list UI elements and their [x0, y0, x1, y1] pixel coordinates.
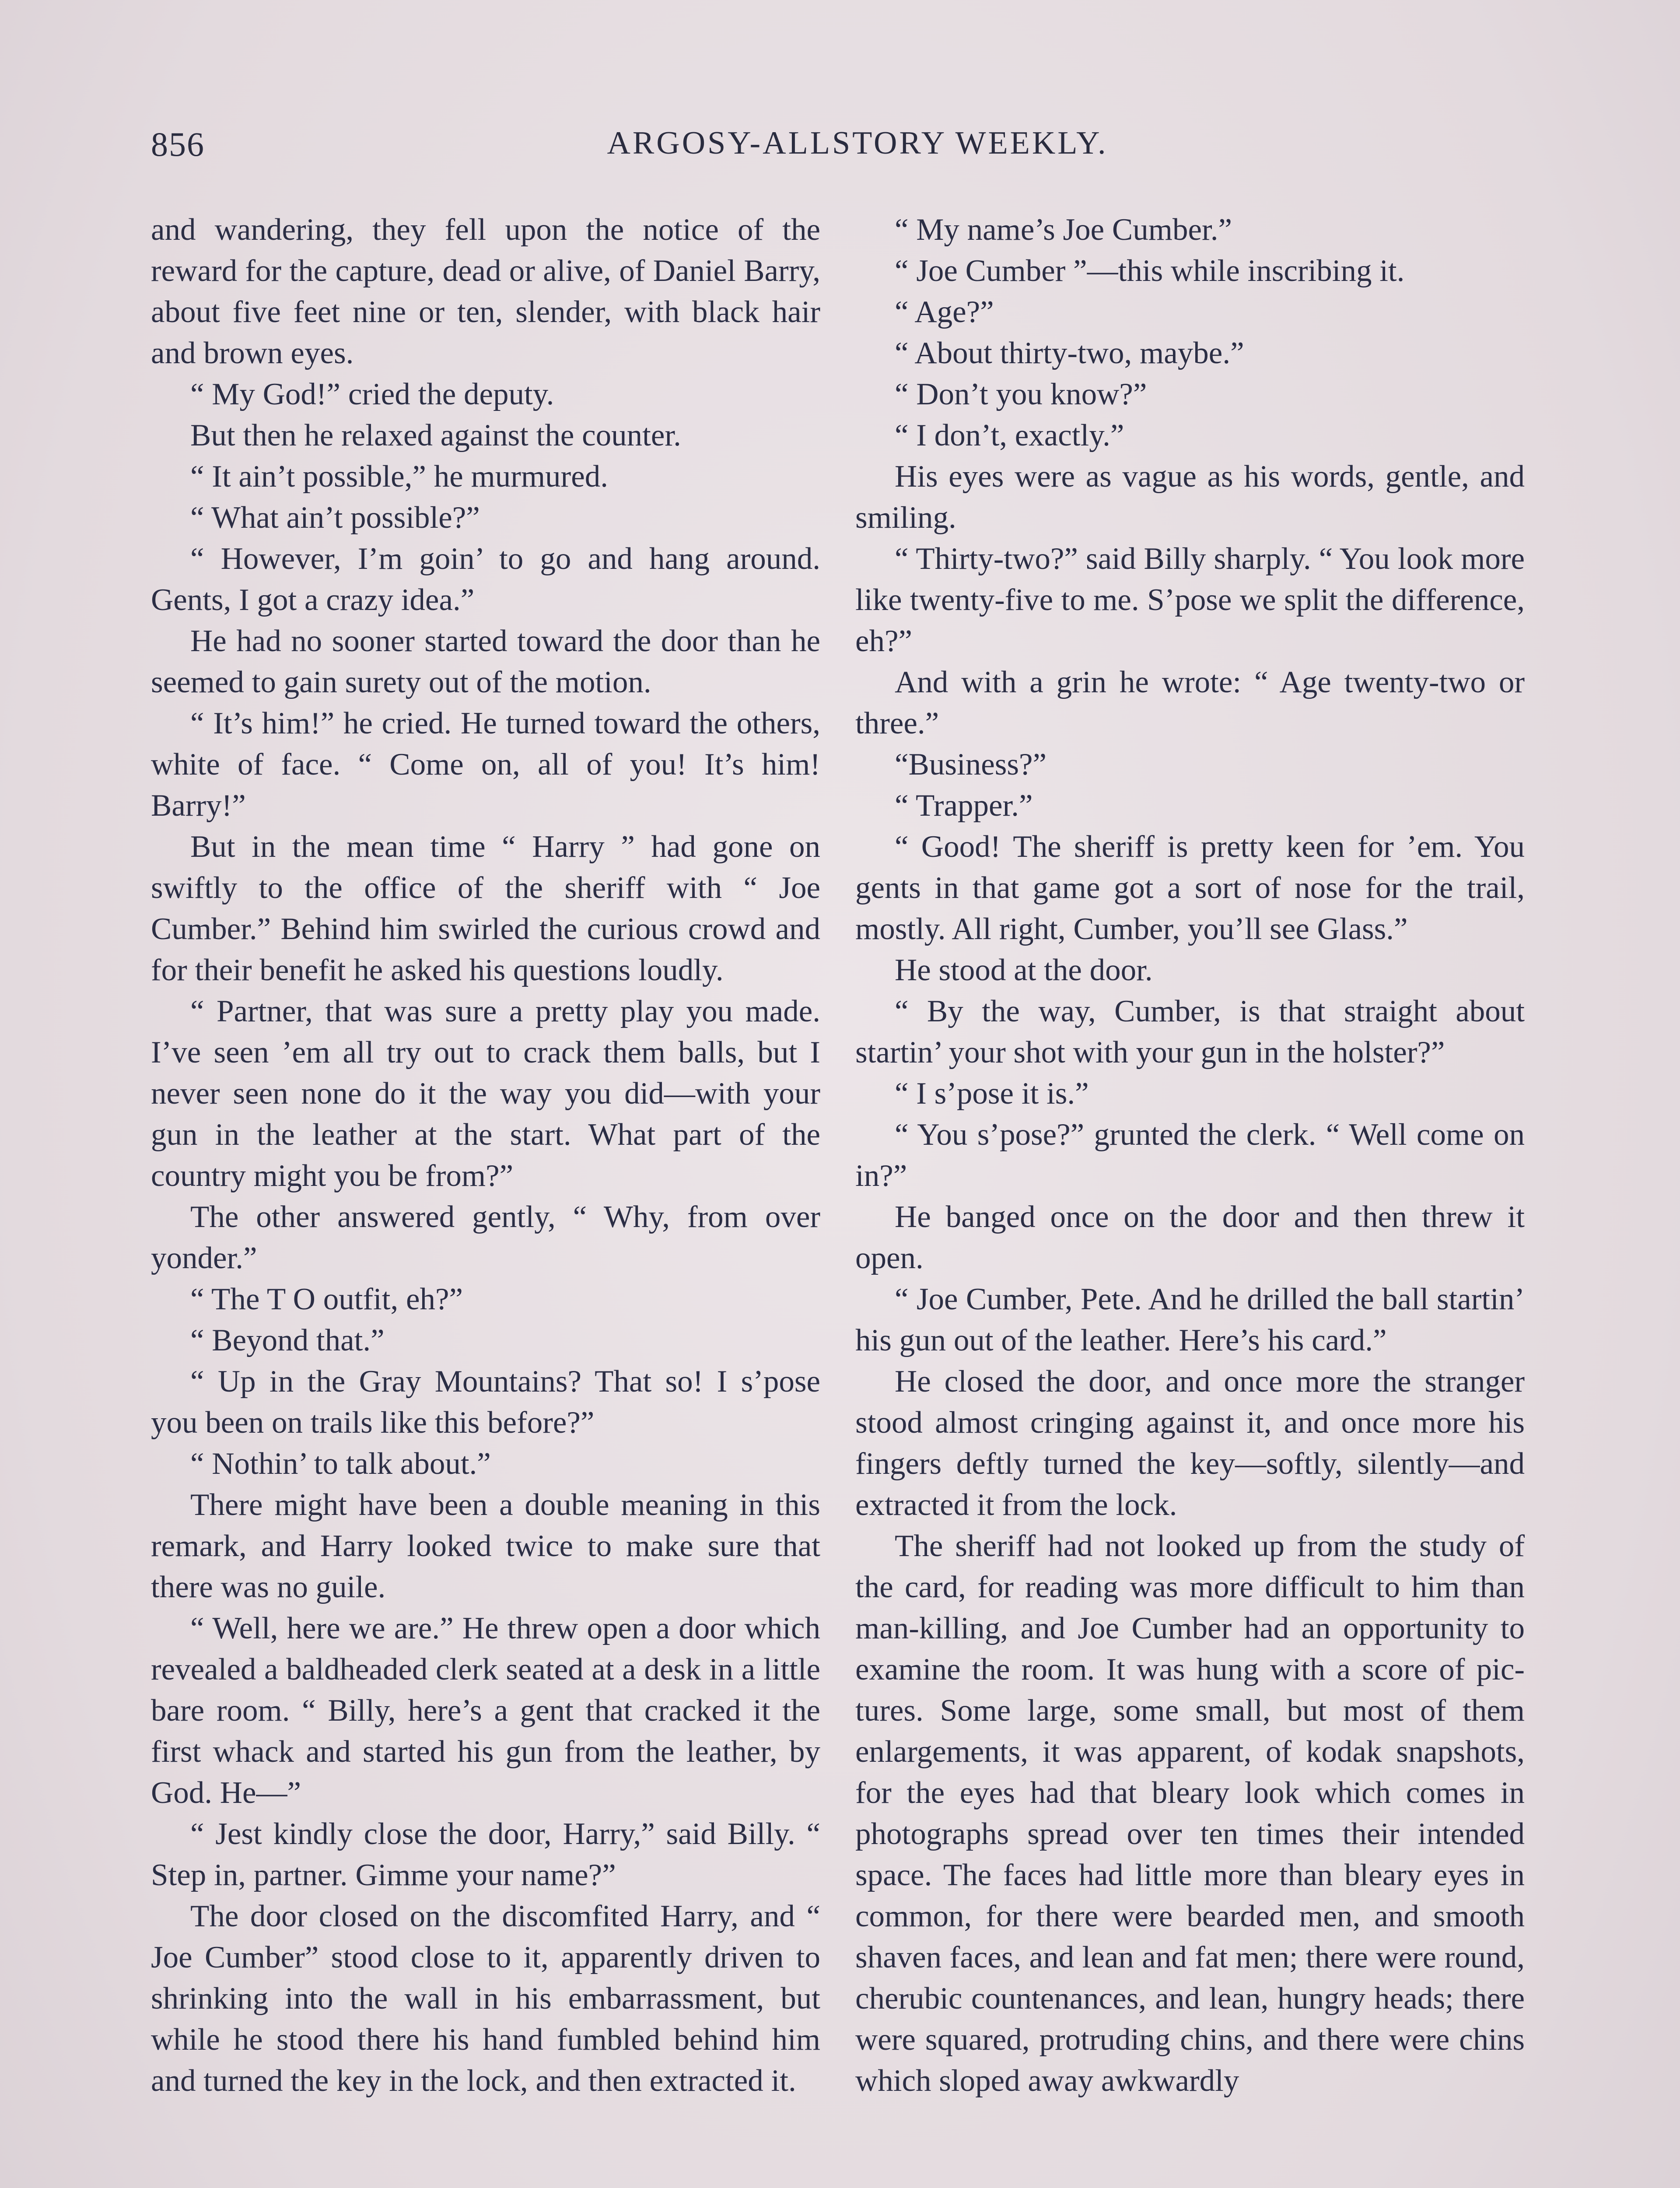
running-head: ARGOSY-ALLSTORY WEEKLY.	[607, 125, 1108, 161]
paragraph: “ My God!” cried the deputy.	[190, 377, 554, 411]
paragraph: There might have been a double meaning in this remark, and Harry looked twice to make sure that there was no guile.	[151, 1488, 820, 1604]
paragraph: He banged once on the door and then threw it open.	[855, 1200, 1525, 1275]
paragraph: “ My name’s Joe Cumber.”	[895, 213, 1232, 247]
paragraph: “ Joe Cumber, Pete. And he drilled the ball startin’ his gun out of the leather. Here’s his card.”	[855, 1282, 1525, 1357]
paragraph: “ Age?”	[895, 295, 994, 329]
paragraph: “ About thirty-two, maybe.”	[895, 336, 1244, 370]
paragraph: But in the mean time “ Harry ” had gone on swiftly to the office of the sheriff with “ Joe Cumber.” Behind him swirled the curious crowd and for their benefit he asked his questions loudly.	[151, 830, 820, 987]
paragraph: “ What ain’t possible?”	[190, 501, 480, 535]
paragraph: The sheriff had not looked up from the study of the card, for reading was more difficult to him than man-killing, and Joe Cumber had an opportunity to examine the room. It was hung with a score of pictures. Some large, some small, but most of them enlargements, it was apparent, of kodak snapshots, for the eyes had that bleary look which comes in photographs spread over ten times their intended space. The faces had little more than bleary eyes in common, for there were bearded men, and smooth shaven faces, and lean and fat men; there were round, cherubic countenances, and lean, hungry heads; there were squared, protruding chins, and there were chins which sloped away awkwardly	[855, 1529, 1525, 2098]
paragraph: “ Don’t you know?”	[895, 377, 1147, 411]
paragraph: “Business?”	[895, 747, 1047, 782]
paragraph: And with a grin he wrote: “ Age twenty-two or three.”	[855, 665, 1525, 740]
paragraph: The other answered gently, “ Why, from over yonder.”	[151, 1200, 820, 1275]
paragraph: His eyes were as vague as his words, gentle, and smiling.	[855, 459, 1525, 535]
paragraph: “ I don’t, exactly.”	[895, 418, 1124, 452]
paragraph: He stood at the door.	[895, 953, 1153, 987]
paragraph: “ Beyond that.”	[190, 1323, 385, 1357]
paragraph: “ It’s him!” he cried. He turned toward the others, white of face. “ Come on, all of you! It’s him! Barry!”	[151, 706, 820, 823]
paragraph: “ Good! The sheriff is pretty keen for ’em. You gents in that game got a sort of nose for the trail, mostly. All right, Cumber, you’ll see Glass.”	[855, 830, 1525, 946]
paragraph: “ The T O outfit, eh?”	[190, 1282, 463, 1316]
paragraph: He had no sooner started toward the door than he seemed to gain surety out of the motion.	[151, 624, 820, 699]
paragraph: “ Partner, that was sure a pretty play you made. I’ve seen ’em all try out to crack them balls, but I never seen none do it the way you did—with your gun in the leather at the start. What part of the country might you be from?”	[151, 994, 820, 1193]
paragraph: and wandering, they fell upon the notice of the reward for the capture, dead or alive, of Daniel Barry, about five feet nine or ten, slender, with black hair and brown eyes.	[151, 213, 820, 370]
paragraph: “ Well, here we are.” He threw open a door which revealed a baldheaded clerk seated at a desk in a little bare room. “ Billy, here’s a gent that cracked it the first whack and started his gun from the leather, by God. He—”	[151, 1611, 820, 1810]
paragraph: “ Joe Cumber ”—this while inscribing it.	[895, 254, 1405, 288]
paragraph: “ Thirty-two?” said Billy sharply. “ You look more like twenty-five to me. S’pose we split the difference, eh?”	[855, 542, 1525, 658]
paragraph: “ I s’pose it is.”	[895, 1076, 1089, 1111]
right-column	[855, 209, 1525, 2101]
paragraph: “ By the way, Cumber, is that straight about startin’ your shot with your gun in the holster?”	[855, 994, 1525, 1069]
paragraph: “ You s’pose?” grunted the clerk. “ Well come on in?”	[855, 1118, 1525, 1193]
page-header	[151, 125, 1564, 173]
page-number: 856	[151, 125, 205, 163]
paragraph: “ However, I’m goin’ to go and hang around. Gents, I got a crazy idea.”	[151, 542, 820, 617]
paragraph: But then he relaxed against the counter.	[190, 418, 681, 452]
paragraph: “ It ain’t possible,” he murmured.	[190, 459, 608, 494]
paragraph: “ Trapper.”	[895, 789, 1033, 823]
paragraph: “ Up in the Gray Mountains? That so! I s’pose you been on trails like this before?”	[151, 1364, 820, 1440]
paragraph: “ Jest kindly close the door, Harry,” said Billy. “ Step in, partner. Gimme your name?”	[151, 1817, 820, 1892]
paragraph: He closed the door, and once more the stranger stood almost cringing against it, and once more his fingers deftly turned the key—softly, silently—and extracted it from the lock.	[855, 1364, 1525, 1522]
paragraph: The door closed on the discomfited Harry, and “ Joe Cumber” stood close to it, apparently driven to shrinking into the wall in his embarrassment, but while he stood there his hand fumbled behind him and turned the key in the lock, and then extracted it.	[151, 1899, 820, 2098]
paragraph: “ Nothin’ to talk about.”	[190, 1447, 491, 1481]
left-column	[151, 209, 820, 2101]
text-columns	[151, 209, 1538, 2188]
